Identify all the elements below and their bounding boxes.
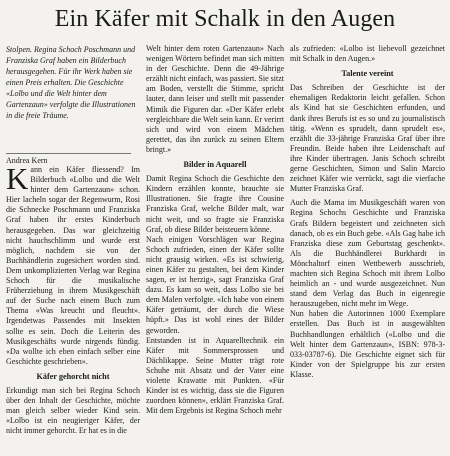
author-byline: Andrea Kern xyxy=(6,153,131,166)
drop-cap: K xyxy=(6,161,29,196)
article-lead: Stolpen. Regina Schoch Poschmann und Franziska Graf haben ein Bilderbuch herausgegeben. Für ihr Werk haben sie einen Preis erhalten. Die Geschichte «Lolbo und die Welt hinter dem Gartenzaun» verfolgte die Illustrationen in die freie Träume. xyxy=(6,45,136,120)
text-column-1 xyxy=(6,161,140,436)
subheading: Bilder in Aquarell xyxy=(183,160,247,170)
paragraph: Nach einigen Vorschlägen war Regina Schoch zufrieden, einen der Käfer sollte nicht grausig wirken. «Es ist schwierig, einen Käfer zu gestalten, bei dem Kinder sagen, er ist herzig», sagt Franziska Graf dazu. Es kam so weit, dass Lolbo sie bei dem Malen verfolgte. «Ich habe von einem Käfer geträumt, der durch die Wiese hüpft.» Das ist wohl eines der Bilder geworden. xyxy=(146,234,284,335)
subheading: Käfer gehorcht nicht xyxy=(36,371,110,381)
paragraph: Nun haben die Autorinnen 1000 Exemplare erstellen. Das Buch ist in ausgewählten Buchhandlungen erhältlich («Lolbo und die Welt hinter dem Gartenzaun», ISBN: 978-3-033-03787-6). Die Geschichte eignet sich für Kinder von der Spielgruppe bis zur ersten Klasse. xyxy=(290,309,445,379)
paragraph: Das Schreiben der Geschichte ist der ehemaligen Redaktorin leicht gefallen. Schon als Kind hat sie Geschichten erfunden, und dank ihres Berufs ist es so und zu journalistisch tätig. «Wenn es sprudelt, dann sprudelt es», erzählt die 33-jährige Franziska Graf über ihre Freundin. Beide haben ihre Leidenschaft auf ihre Kinder übertragen. Janis Schoch schreibt gerne Geschichten, Simon und Salin Marcio zeichnet Käfer wie verrückt, sagt die vierfache Mutter Franziska Graf. xyxy=(290,83,445,194)
paragraph: Damit Regina Schoch die Geschichte den Kindern erzählen konnte, brauchte sie Illustrationen. Sie fragte ihre Cousine Franziska Graf, welche Bilder malt, war nicht weit, und so fragte sie Franziska Graf, ob diese Bilder beisteuern könne. xyxy=(146,174,284,234)
paragraph: Kann ein Käfer fliessend? Im Bilderbuch «Lolbo und die Welt hinter dem Gartenzaun» schon. Hier lacheln sogar der Regenwurm, Rosi die Schnecke Poschmann und Franziska Graf haben ihr erstes Kinderbuch herausgegeben. Das war gleichzeitig nicht hauchschlimm und wurde erst möglich, nachdem sie von der Buchhändlerin zugesichert worden sind. Dem unkomplizierten Verlag war Regina Schoch für die musikalische Früherziehung in ihrem Musikgeschäft auf der Suche nach einem Buch zum Thema «Was kreucht und fleucht». Irgendetwas Passendes mit Insekten sollte es sein. Doch die Leiterin des Musikgeschäfts wurde nirgends fündig. «Da wollte ich eben einfach selber eine Geschichte geschrieben». xyxy=(6,161,140,366)
text-column-2 xyxy=(146,44,284,416)
paragraph: Welt hinter dem roten Gartenzaun» Nach wenigen Wörtern befindet man sich mitten in der Geschichte. Denn die 49-Jährige erzählt nicht einfach, was passiert. Sie sitzt am Boden, verstellt die Stimme, spricht lauter, dann leiser und stellt mit passender Mimik die Figuren dar. «Der Käfer erlebt vergleichbare die Welt sein kann. Er verirrt sich und wird von einem Mädchen gerettet, das ihn zurück zu seinen Eltern bringt.» xyxy=(146,44,284,154)
subheading: Talente vereint xyxy=(341,69,394,79)
paragraph: Erkundigt man sich bei Regina Schoch über den Inhalt der Geschichte, möchte man gleich selber wieder Kind sein. «Lolbo ist ein neugieriger Käfer, der nicht immer gehorcht. Er hat es in die xyxy=(6,385,140,436)
text-column-3 xyxy=(290,44,445,380)
article-headline: Ein Käfer mit Schalk in den Augen xyxy=(54,6,396,32)
paragraph: Entstanden ist in Aquarelltechnik ein Käfer mit Sommersprossen und Dächlikappe. Seine Mutter trägt rote Schuhe mit Absatz und der Vater eine violette Krawatte mit Punkten. «Für Kinder ist es wichtig, dass sie die Figuren zuordnen können», erklärt Franziska Graf. Mit dem Ergebnis ist Regina Schoch mehr xyxy=(146,335,284,416)
paragraph: als zufrieden: «Lolbo ist liebevoll gezeichnet mit Schalk in den Augen.» xyxy=(290,44,445,64)
paragraph: Auch die Mama im Musikgeschäft waren von Regina Schochs Geschichte und Franziska Grafs Bildern begeistert und zeichneten sich danach, ob es ein Buch gebe. «Als Gag habe ich Franziska diese zum Geburtstag geschenkt». Als die Buchhändlerei Burkhardt in Mönchaltorf einen Wettbewerb ausschrieb, machten sich Regina Schoch mit ihrem Lolbo heimlich an - und wurde ausgezeichnet. Nun stand dem Verlag das Buch in eigenregie herauszugeben, nicht mehr im Wege. xyxy=(290,198,445,309)
